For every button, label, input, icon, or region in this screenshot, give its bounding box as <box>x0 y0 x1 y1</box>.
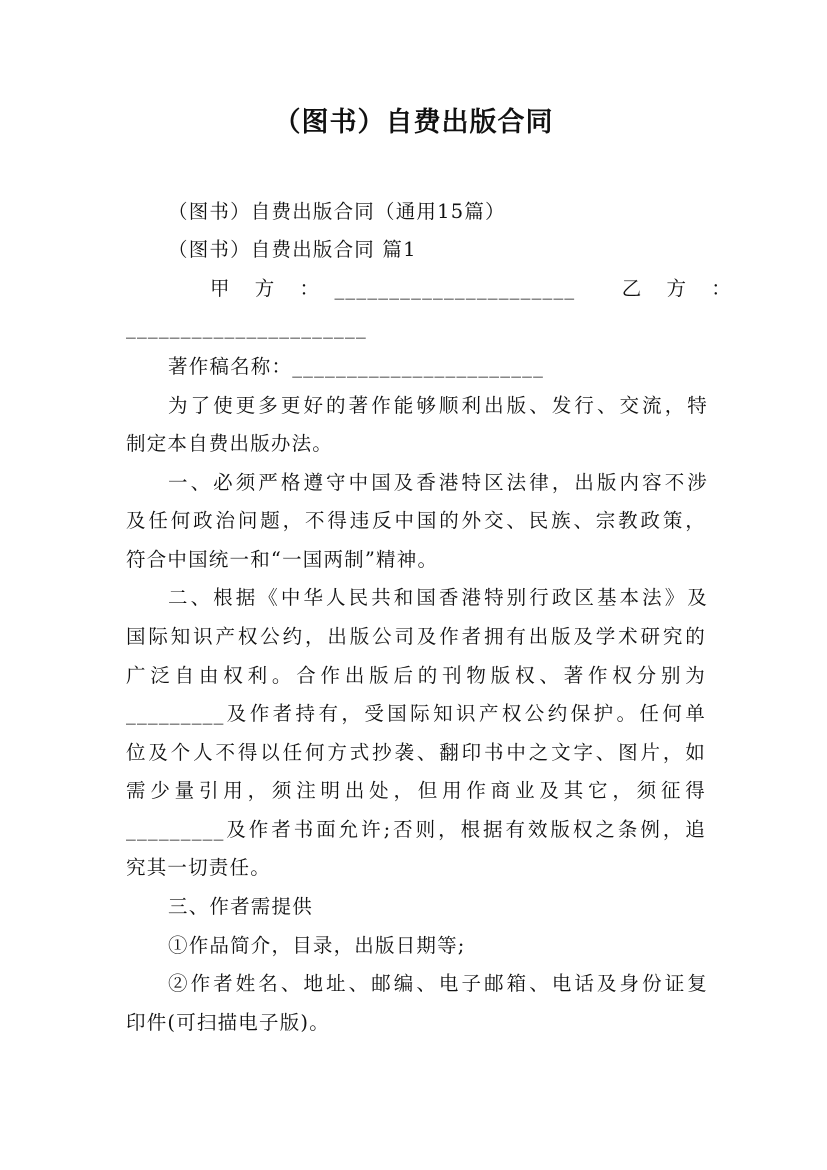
paragraph-line: 位及个人不得以任何方式抄袭、翻印书中之文字、图片，如 <box>126 741 706 764</box>
manuscript-name-line: 著作稿名称：_______________________ <box>168 355 545 378</box>
paragraph-line: _________及作者持有，受国际知识产权公约保护。任何单 <box>126 702 706 725</box>
paragraph-line: 为了使更多更好的著作能够顺利出版、发行、交流，特 <box>168 394 708 417</box>
section-heading: 三、作者需提供 <box>168 895 313 918</box>
paragraph-line: _________及作者书面允许;否则，根据有效版权之条例，追 <box>126 818 706 841</box>
party-blank-line: ______________________ <box>126 316 367 339</box>
document-title: （图书）自费出版合同 <box>273 107 554 138</box>
paragraph-line: 及任何政治问题，不得违反中国的外交、民族、宗教政策， <box>126 509 706 532</box>
paragraph-line: 二、根据《中华人民共和国香港特别行政区基本法》及 <box>168 586 708 609</box>
paragraph-line: 一、必须严格遵守中国及香港特区法律，出版内容不涉 <box>168 471 708 494</box>
list-item: ②作者姓名、地址、邮编、电子邮箱、电话及身份证复 <box>168 972 708 995</box>
section-heading: （图书）自费出版合同 篇1 <box>168 238 417 261</box>
paragraph-line: 需少量引用，须注明出处，但用作商业及其它，须征得 <box>126 779 706 802</box>
paragraph-line: 制定本自费出版办法。 <box>126 432 334 455</box>
list-item: ①作品简介，目录，出版日期等; <box>168 934 466 957</box>
list-item-continued: 印件(可扫描电子版)。 <box>126 1011 330 1034</box>
paragraph-line: 国际知识产权公约，出版公司及作者拥有出版及学术研究的 <box>126 625 706 648</box>
paragraph-line: 广泛自由权利。合作出版后的刊物版权、著作权分别为 <box>126 664 706 687</box>
paragraph-line: 符合中国统一和“一国两制”精神。 <box>126 548 439 571</box>
paragraph-line: 究其一切责任。 <box>126 856 271 879</box>
subtitle-line: （图书）自费出版合同（通用15篇） <box>168 200 506 223</box>
party-line: 甲 方 ： ______________________ 乙 方 ： <box>210 277 732 300</box>
